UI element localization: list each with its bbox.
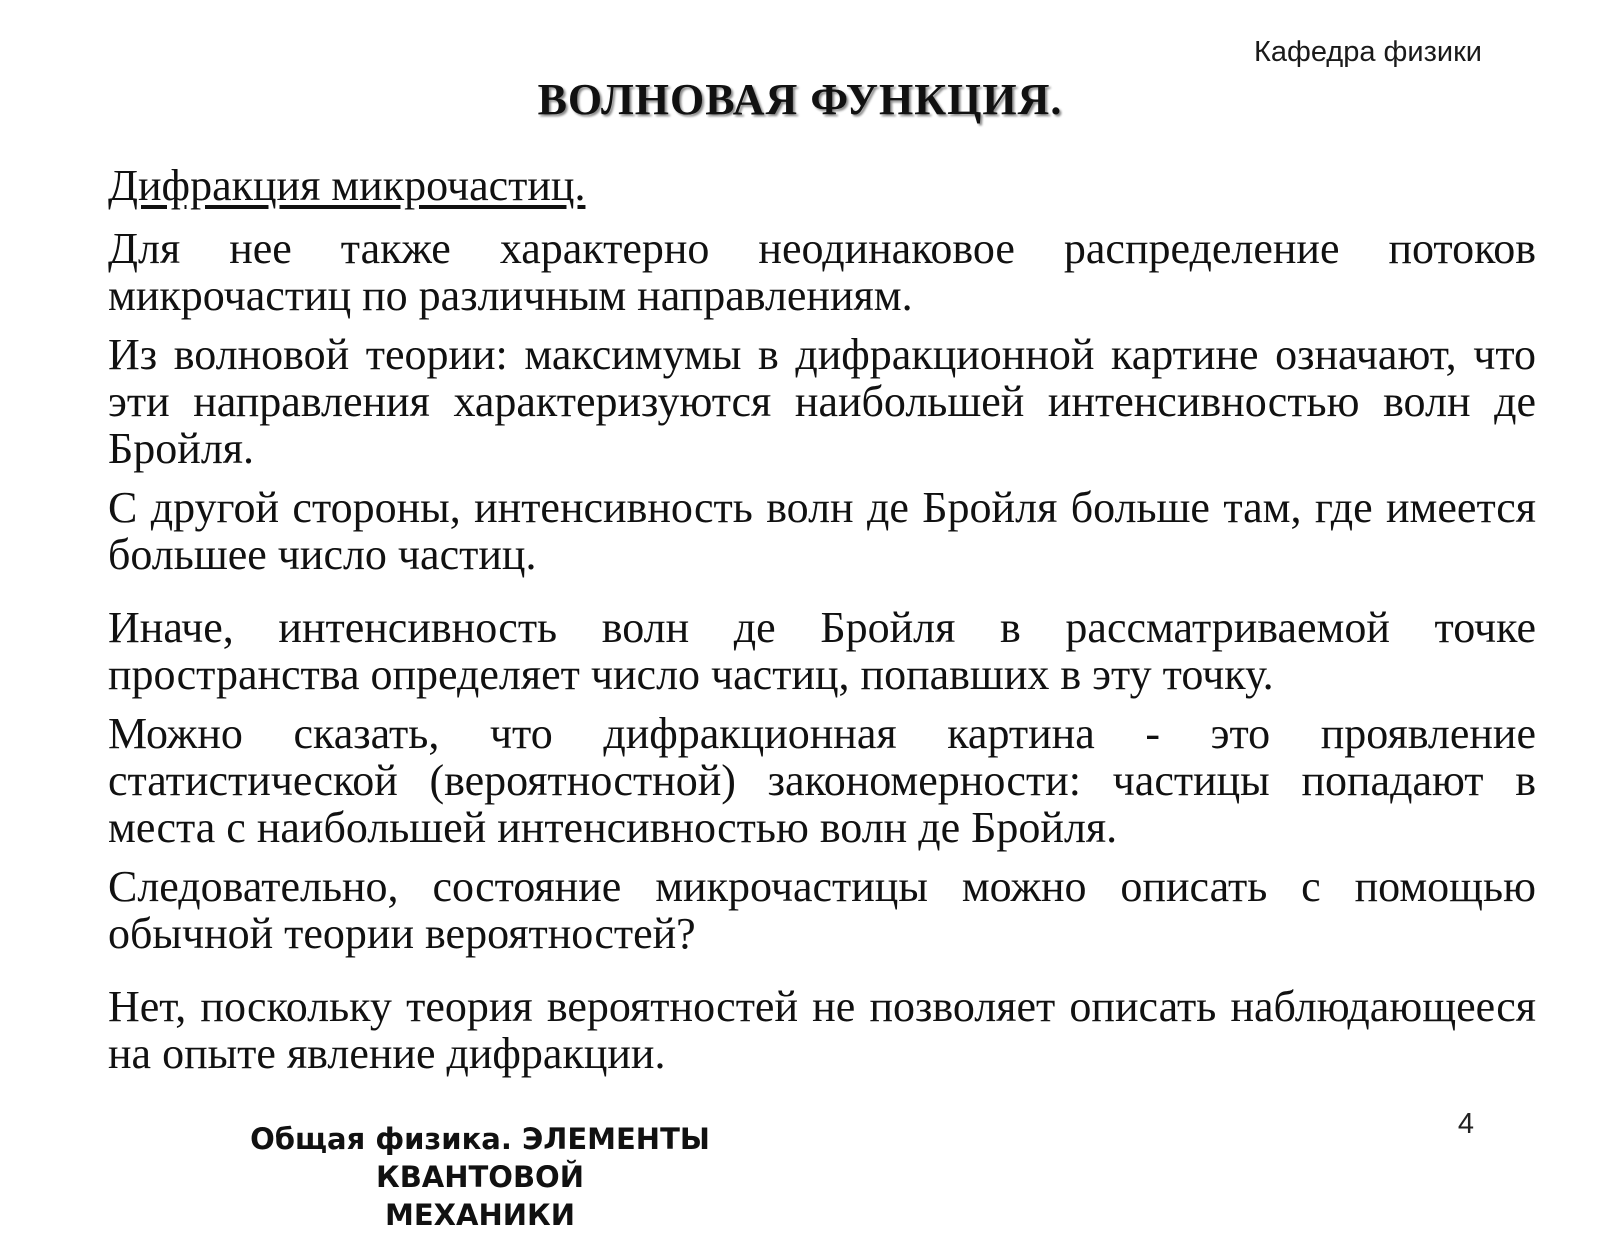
paragraph-1: Для нее также характерно неодинаковое распределение потоков микрочастиц по различным направлениям. [108, 224, 1536, 320]
course-footer [150, 1120, 810, 1234]
paragraph-3: С другой стороны, интенсивность волн де Бройля больше там, где имеется большее число частиц. [108, 483, 1536, 579]
slide-title: ВОЛНОВАЯ ФУНКЦИЯ. [537, 75, 1063, 124]
page-number: 4 [1457, 1108, 1474, 1140]
paragraph-2: Из волновой теории: максимумы в дифракционной картине означают, что эти направления характеризуются наибольшей интенсивностью волн де Бройля. [108, 330, 1536, 473]
paragraph-4: Иначе, интенсивность волн де Бройля в рассматриваемой точке пространства определяет число частиц, попавших в эту точку. [108, 603, 1536, 699]
course-title-line-1: Общая физика. ЭЛЕМЕНТЫ КВАНТОВОЙ [250, 1122, 710, 1194]
course-title-line-2: МЕХАНИКИ [385, 1198, 575, 1232]
section-subtitle: Дифракция микрочастиц. [108, 161, 586, 210]
department-label: Кафедра физики [1253, 36, 1482, 68]
paragraph-5: Можно сказать, что дифракционная картина - это проявление статистической (вероятностной) закономерности: частицы попадают в места с наибольшей интенсивностью волн де Бройля. [108, 709, 1536, 852]
paragraph-7: Нет, поскольку теория вероятностей не позволяет описать наблюдающееся на опыте явление дифракции. [108, 982, 1536, 1078]
slide-content [108, 160, 1536, 1089]
paragraph-6: Следовательно, состояние микрочастицы можно описать с помощью обычной теории вероятностей? [108, 862, 1536, 958]
